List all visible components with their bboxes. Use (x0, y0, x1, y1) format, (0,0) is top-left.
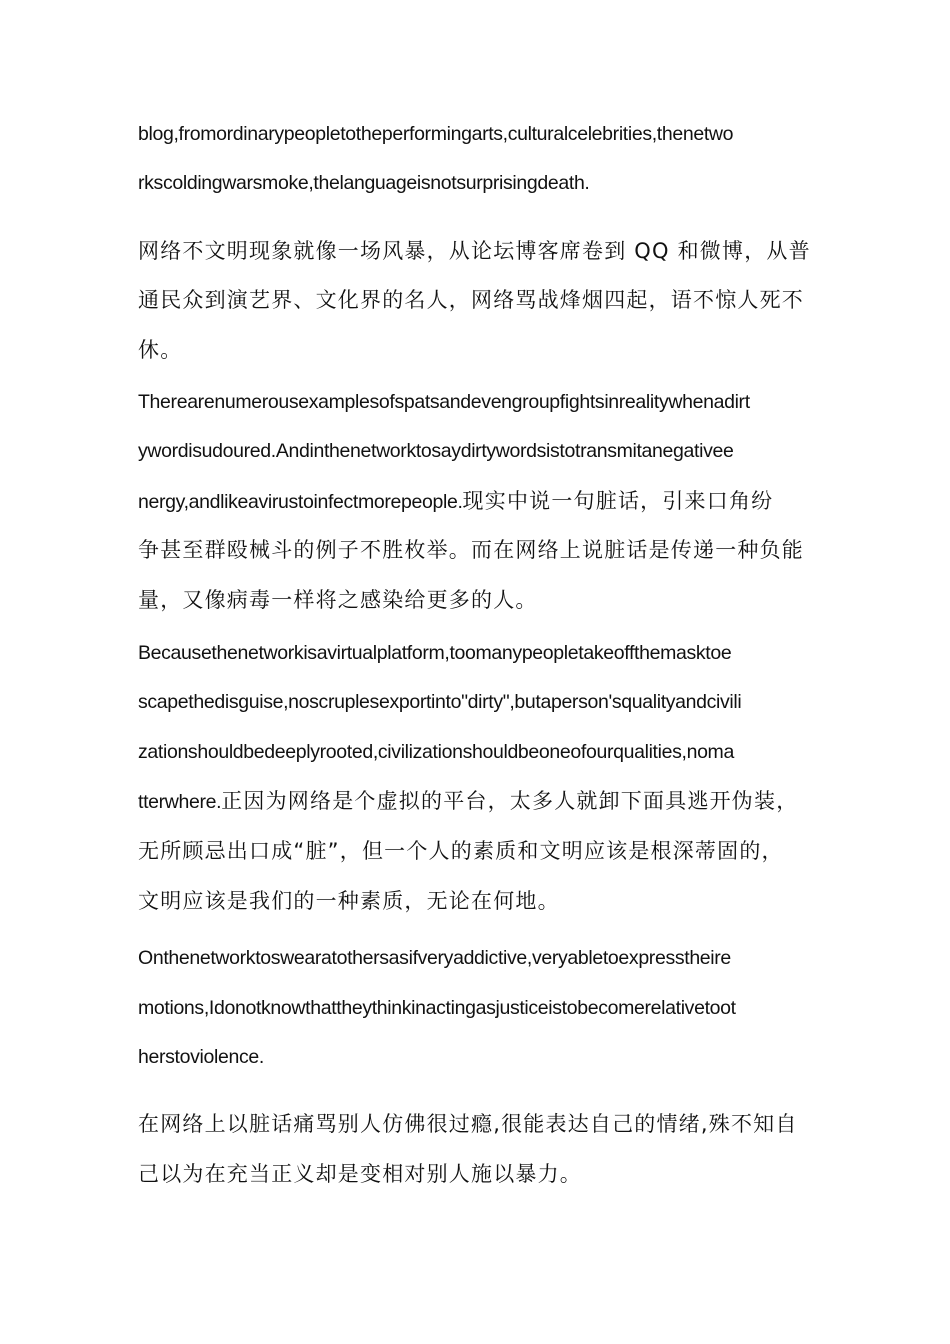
text-line: motions,Idonotknowthattheythinkinactingasjusticeistobecomerelativetoot (138, 997, 736, 1019)
text-line: ywordisudoured.Andinthenetworktosaydirtywordsistotransmitanegativee (138, 440, 734, 462)
text-line: rkscoldingwarsmoke,thelanguageisnotsurprisingdeath. (138, 172, 590, 194)
text-line (138, 787, 798, 815)
text-run-zh: 现实中说一句脏话，引来口角纷 (462, 489, 774, 513)
text-line: 文明应该是我们的一种素质，无论在何地。 (138, 889, 560, 913)
text-line: 己以为在充当正义却是变相对别人施以暴力。 (138, 1162, 582, 1186)
text-line: 通民众到演艺界、文化界的名人，网络骂战烽烟四起，语不惊人死不 (138, 288, 804, 312)
text-line: zationshouldbedeeplyrooted,civilizationshouldbeoneofourqualities,noma (138, 741, 734, 763)
text-line: Onthenetworktoswearatothersasifveryaddictive,veryabletoexpresstheire (138, 947, 731, 969)
text-line: 休。 (138, 338, 183, 362)
text-line: 争甚至群殴械斗的例子不胜枚举。而在网络上说脏话是传递一种负能 (138, 538, 804, 562)
text-line: Becausethenetworkisavirtualplatform,toomanypeopletakeoffthemasktoe (138, 642, 732, 664)
text-line: 网络不文明现象就像一场风暴，从论坛博客席卷到 QQ 和微博，从普 (138, 239, 811, 263)
text-line: herstoviolence. (138, 1046, 264, 1068)
text-line: scapethedisguise,noscruplesexportinto"dirty",butaperson'squalityandcivili (138, 691, 742, 713)
text-line: 在网络上以脏话痛骂别人仿佛很过瘾,很能表达自己的情绪,殊不知自 (138, 1112, 798, 1136)
text-run-en: tterwhere. (138, 791, 222, 813)
text-line: 无所顾忌出口成“脏”，但一个人的素质和文明应该是根深蒂固的， (138, 839, 784, 863)
text-line: Therearenumerousexamplesofspatsandevengroupfightsinrealitywhenadirt (138, 391, 750, 413)
text-line: 量，又像病毒一样将之感染给更多的人。 (138, 588, 538, 612)
text-run-en: nergy,andlikeavirustoinfectmorepeople. (138, 491, 463, 513)
text-line: blog,fromordinarypeopletotheperformingarts,culturalcelebrities,thenetwo (138, 123, 734, 145)
text-run-zh: 正因为网络是个虚拟的平台，太多人就卸下面具逃开伪装， (221, 789, 799, 813)
text-line (138, 487, 773, 515)
